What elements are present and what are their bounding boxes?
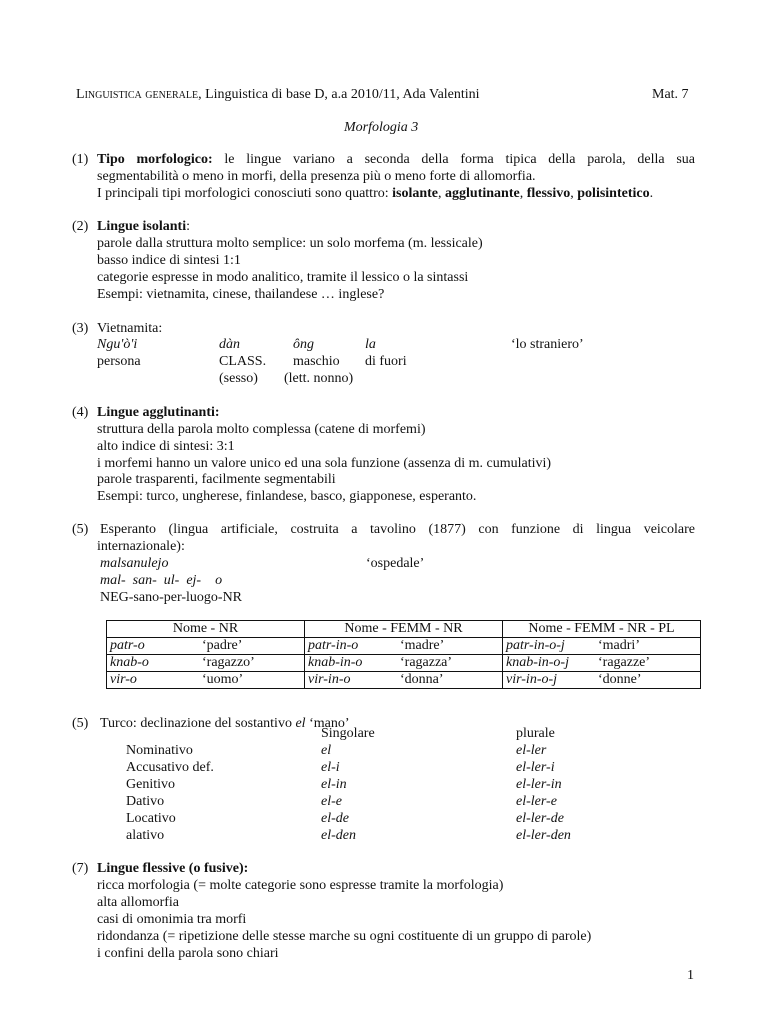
case-label: alativo xyxy=(126,828,165,843)
case-label: Accusativo def. xyxy=(126,760,214,775)
case-plural: el-ler xyxy=(516,743,547,758)
gloss-label: persona xyxy=(97,354,141,369)
gloss-label: CLASS. xyxy=(219,354,267,369)
table-cell: patr-o ‘padre’ xyxy=(107,638,305,655)
column-header-plurale: plurale xyxy=(516,726,555,741)
type-agglutinante: agglutinante xyxy=(445,186,520,201)
table-cell: knab-o ‘ragazzo’ xyxy=(107,655,305,672)
list-item: ricca morfologia (= molte categorie sono espresse tramite la morfologia) xyxy=(97,878,504,893)
course-initial: L xyxy=(76,87,85,102)
column-header: Nome - NR xyxy=(107,621,305,638)
section-4-heading: Lingue agglutinanti: xyxy=(97,405,220,420)
gloss-label: di fuori xyxy=(365,354,407,369)
section-7-heading: Lingue flessive (o fusive): xyxy=(97,861,249,876)
gloss-label: (lett. nonno) xyxy=(284,371,354,386)
column-header-singolare: Singolare xyxy=(321,726,375,741)
type-flessivo: flessivo xyxy=(526,186,571,201)
column-header: Nome - FEMM - NR - PL xyxy=(503,621,701,638)
table-header-row xyxy=(107,621,701,638)
section-heading: Tipo morfologico: xyxy=(97,152,213,167)
type-isolante: isolante xyxy=(392,186,439,201)
gloss-word: dàn xyxy=(219,337,240,352)
gloss-label: maschio xyxy=(293,354,340,369)
column-header: Nome - FEMM - NR xyxy=(305,621,503,638)
case-singular: el-den xyxy=(321,828,356,843)
section-6-intro: Turco: declinazione del sostantivo el ‘mano’ xyxy=(100,716,350,731)
course-details: , Linguistica di base D, a.a 2010/11, Ada Valentini xyxy=(198,87,480,102)
section-2-heading: Lingue isolanti: xyxy=(97,219,190,234)
section-1-line-3: I principali tipi morfologici conosciuti sono quattro: isolante, agglutinante, flessivo, polisintetico. xyxy=(97,186,654,201)
case-singular: el-de xyxy=(321,811,349,826)
case-singular: el-i xyxy=(321,760,340,775)
list-item: parole trasparenti, facilmente segmentabili xyxy=(97,472,336,487)
esperanto-gloss: ‘ospedale’ xyxy=(366,556,425,571)
list-item: ridondanza (= ripetizione delle stesse marche su ogni costituente di un gruppo di parole) xyxy=(97,929,592,944)
list-item: i confini della parola sono chiari xyxy=(97,946,279,961)
case-plural: el-ler-i xyxy=(516,760,555,775)
list-item: parole dalla struttura molto semplice: un solo morfema (m. lessicale) xyxy=(97,236,483,251)
table-row xyxy=(107,638,701,655)
page-number: 1 xyxy=(687,968,694,983)
list-item: struttura della parola molto complessa (catene di morfemi) xyxy=(97,422,426,437)
case-plural: el-ler-den xyxy=(516,828,571,843)
gloss-translation: ‘lo straniero’ xyxy=(511,337,584,352)
table-cell: knab-in-o ‘ragazza’ xyxy=(305,655,503,672)
case-singular: el xyxy=(321,743,332,758)
esperanto-word: malsanulejo xyxy=(100,556,169,571)
table-cell: vir-o ‘uomo’ xyxy=(107,672,305,689)
gloss-word: ông xyxy=(293,337,314,352)
section-5-line-1: Esperanto (lingua artificiale, costruita a tavolino (1877) con funzione di lingua veicolare xyxy=(100,522,695,537)
list-item: i morfemi hanno un valore unico ed una sola funzione (assenza di m. cumulativi) xyxy=(97,456,552,471)
page-title: Morfologia 3 xyxy=(344,120,419,135)
section-number: (7) xyxy=(72,861,89,876)
section-number: (1) xyxy=(72,152,89,167)
list-item: alta allomorfia xyxy=(97,895,180,910)
table-cell: vir-in-o-j ‘donne’ xyxy=(503,672,701,689)
section-number: (3) xyxy=(72,321,89,336)
gloss-label: (sesso) xyxy=(219,371,258,386)
table-cell: patr-in-o ‘madre’ xyxy=(305,638,503,655)
section-1-line-1: Tipo morfologico: le lingue variano a seconda della forma tipica della parola, della sua xyxy=(97,152,695,167)
type-polisintetico: polisintetico xyxy=(577,186,650,201)
course-name: inguistica generale xyxy=(84,87,199,102)
list-item: categorie espresse in modo analitico, tramite il lessico o la sintassi xyxy=(97,270,469,285)
list-item: Esempi: turco, ungherese, finlandese, basco, giapponese, esperanto. xyxy=(97,489,477,504)
case-label: Genitivo xyxy=(126,777,175,792)
section-number: (4) xyxy=(72,405,89,420)
table-row xyxy=(107,655,701,672)
section-number: (5) xyxy=(72,522,89,537)
case-singular: el-e xyxy=(321,794,342,809)
table-cell: knab-in-o-j ‘ragazze’ xyxy=(503,655,701,672)
case-plural: el-ler-in xyxy=(516,777,562,792)
section-1-line-2: segmentabilità o meno in morfi, della presenza più o meno forte di allomorfia. xyxy=(97,169,536,184)
esperanto-morph-gloss: NEG-sano-per-luogo-NR xyxy=(100,590,243,605)
case-label: Dativo xyxy=(126,794,165,809)
mat-number: Mat. 7 xyxy=(652,87,689,102)
section-number: (2) xyxy=(72,219,89,234)
course-header xyxy=(76,86,480,103)
gloss-word: Ngu'ò'i xyxy=(97,337,138,352)
case-plural: el-ler-de xyxy=(516,811,564,826)
list-item: casi di omonimia tra morfi xyxy=(97,912,247,927)
section-number: (5) xyxy=(72,716,89,731)
list-item: basso indice di sintesi 1:1 xyxy=(97,253,241,268)
list-item: Esempi: vietnamita, cinese, thailandese … inglese? xyxy=(97,287,385,302)
table-cell: patr-in-o-j ‘madri’ xyxy=(503,638,701,655)
case-label: Locativo xyxy=(126,811,176,826)
esperanto-table xyxy=(106,620,701,689)
case-plural: el-ler-e xyxy=(516,794,557,809)
section-3-heading: Vietnamita: xyxy=(97,321,163,336)
case-label: Nominativo xyxy=(126,743,193,758)
esperanto-morphs: mal- san- ul- ej- o xyxy=(100,573,223,588)
case-singular: el-in xyxy=(321,777,347,792)
gloss-word: la xyxy=(365,337,376,352)
table-cell: vir-in-o ‘donna’ xyxy=(305,672,503,689)
table-row xyxy=(107,672,701,689)
section-5-line-2: internazionale): xyxy=(97,539,185,554)
list-item: alto indice di sintesi: 3:1 xyxy=(97,439,235,454)
